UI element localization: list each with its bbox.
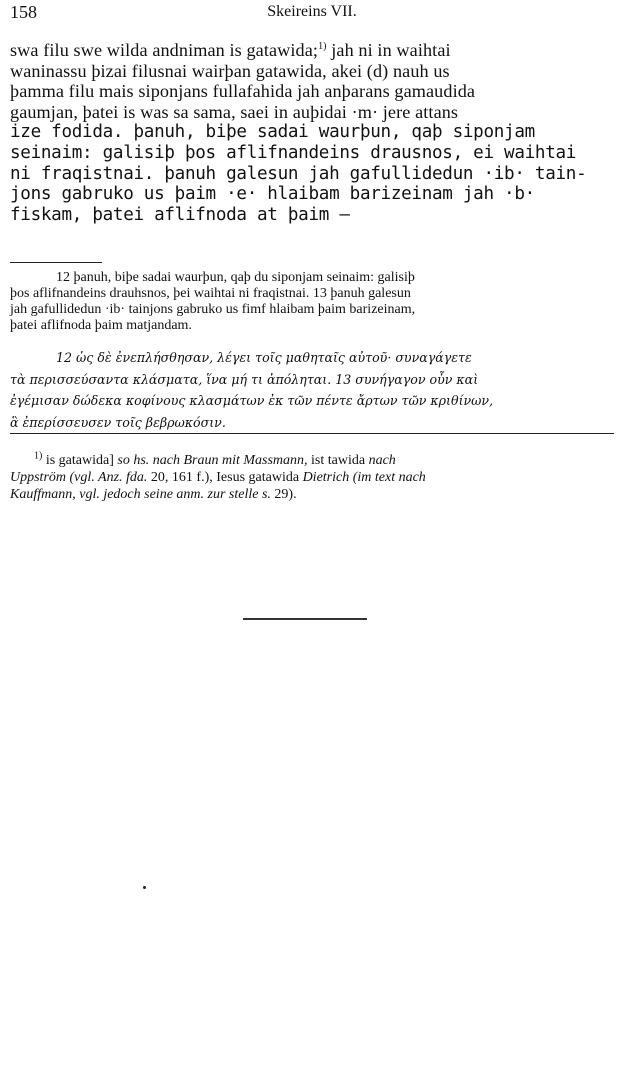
commentary-line: jah gafullidedun ·ib· tainjons gabruko us fimf hlaibam þaim barizeinam, xyxy=(10,302,416,317)
footnote-mark: 1) xyxy=(34,450,43,462)
gothic-gospel-parallel xyxy=(10,270,614,334)
footnote-line-1: $^{1)}$ is gatawida] so hs. nach Braun mit Massmann, ist tawida nach xyxy=(34,450,396,468)
print-speck xyxy=(143,886,146,889)
page-header xyxy=(10,2,614,28)
greek-line: τὰ περισσεύσαντα κλάσματα, ἵνα μή τι ἀπόληται. 13 συνήγαγον οὖν καὶ xyxy=(10,371,479,387)
main-line-5: ize fodida. þanuh, biþe sadai waurþun, qaþ siponjam xyxy=(10,122,535,143)
commentary-line: 12 þanuh, biþe sadai waurþun, qaþ du siponjam seinaim: galisiþ xyxy=(56,270,415,285)
page-number: 158 xyxy=(10,2,37,22)
greek-line: 12 ὡς δὲ ἐνεπλήσθησαν, λέγει τοῖς μαθηταῖς αὐτοῦ· συναγάγετε xyxy=(56,350,472,365)
main-line-8: jons gabruko us þaim ·e· hlaibam barizeinam jah ·b· xyxy=(10,184,535,205)
footnote-divider xyxy=(10,433,614,434)
main-line-1: swa filu swe wilda andniman is gatawida;$^{1)}$ jah ni in waihtai xyxy=(10,40,451,60)
commentary-line: þatei aflifnoda þaim matjandam. xyxy=(10,318,192,333)
footnote-line-3: Kauffmann, vgl. jedoch seine anm. zur stelle s. 29). xyxy=(10,487,297,502)
greek-gospel-parallel xyxy=(10,347,614,433)
main-line-6: seinaim: galisiþ þos aflifnandeins drausnos, ei waihtai xyxy=(10,142,577,163)
main-line-9: fiskam, þatei aflifnoda at þaim — xyxy=(10,204,350,225)
commentary-line: þos aflifnandeins drauhsnos, þei waihtai ni fraqistnai. 13 þanuh galesun xyxy=(10,286,411,301)
footnote xyxy=(10,452,614,503)
footnote-line-2: Uppström (vgl. Anz. fda. 20, 161 f.), Iesus gatawida Dietrich (im text nach xyxy=(10,470,426,485)
main-line-7: ni fraqistnai. þanuh galesun jah gafullidedun ·ib· tain- xyxy=(10,163,587,184)
main-line-3: þamma filu mais siponjans fullafahida jah anþarans gamaudida xyxy=(10,81,476,102)
main-line-2: waninassu þizai filusnai wairþan gatawida, akei (d) nauh us xyxy=(10,60,450,81)
greek-line: ἃ ἐπερίσσευσεν τοῖς βεβρωκόσιν. xyxy=(10,414,226,430)
end-of-text-rule xyxy=(243,618,367,620)
main-gothic-text xyxy=(10,40,614,225)
main-line-4: gaumjan, þatei is was sa sama, saei in auþidai ·m· jere attans xyxy=(10,101,459,122)
running-head: Skeireins VII. xyxy=(267,3,357,20)
section-divider-short xyxy=(10,262,102,263)
footnote-reference[interactable]: 1) xyxy=(318,40,327,52)
greek-line: ἐγέμισαν δώδεκα κοφίνους κλασμάτων ἐκ τῶν πέντε ἄρτων τῶν κριθίνων, xyxy=(10,393,494,408)
